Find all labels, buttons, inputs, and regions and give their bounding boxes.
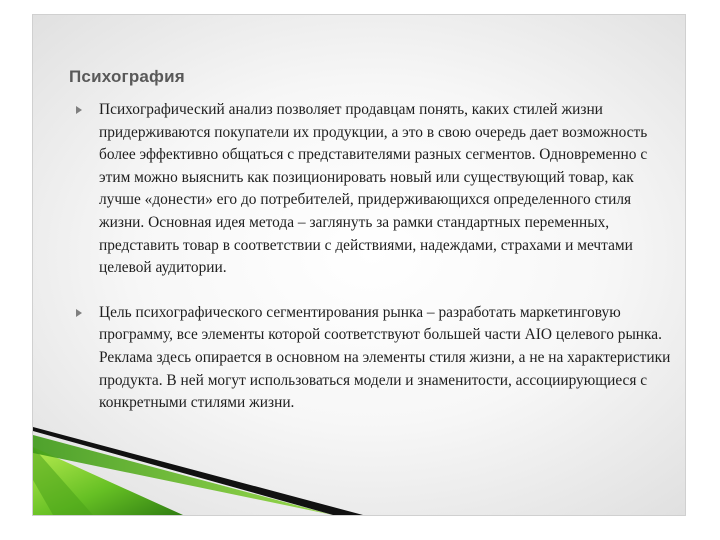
triangle-arrow-icon bbox=[76, 309, 82, 317]
green-swoosh-decoration bbox=[33, 425, 363, 515]
bullet-item bbox=[73, 302, 673, 415]
bullet-list bbox=[73, 99, 673, 415]
triangle-arrow-icon bbox=[76, 106, 82, 114]
bullet-item bbox=[73, 99, 673, 280]
slide bbox=[32, 14, 686, 516]
slide-title: Психография bbox=[69, 67, 185, 86]
bullet-text: Цель психографического сегментирования рынка – разработать маркетинговую программу, все элементы которой соответствуют большей части AIO целевого рынка. Реклама здесь опирается в основном на элементы стиля жизни, а не на характеристики продукта. В ней могут использоваться модели и знаменитости, ассоциирующиеся с конкретными стилями жизни. bbox=[99, 303, 671, 412]
bullet-text: Психографический анализ позволяет продавцам понять, каких стилей жизни придерживаются покупатели их продукции, а это в свою очередь дает возможность более эффективно общаться с представителями разных сегментов. Одновременно с этим можно выяснить как позиционировать новый или существующий товар, как лучше «донести» его до потребителей, придерживающихся определенного стиля жизни. Основная идея метода – заглянуть за рамки стандартных переменных, представить товар в соответствии с действиями, надеждами, страхами и мечтами целевой аудитории. bbox=[99, 101, 648, 277]
